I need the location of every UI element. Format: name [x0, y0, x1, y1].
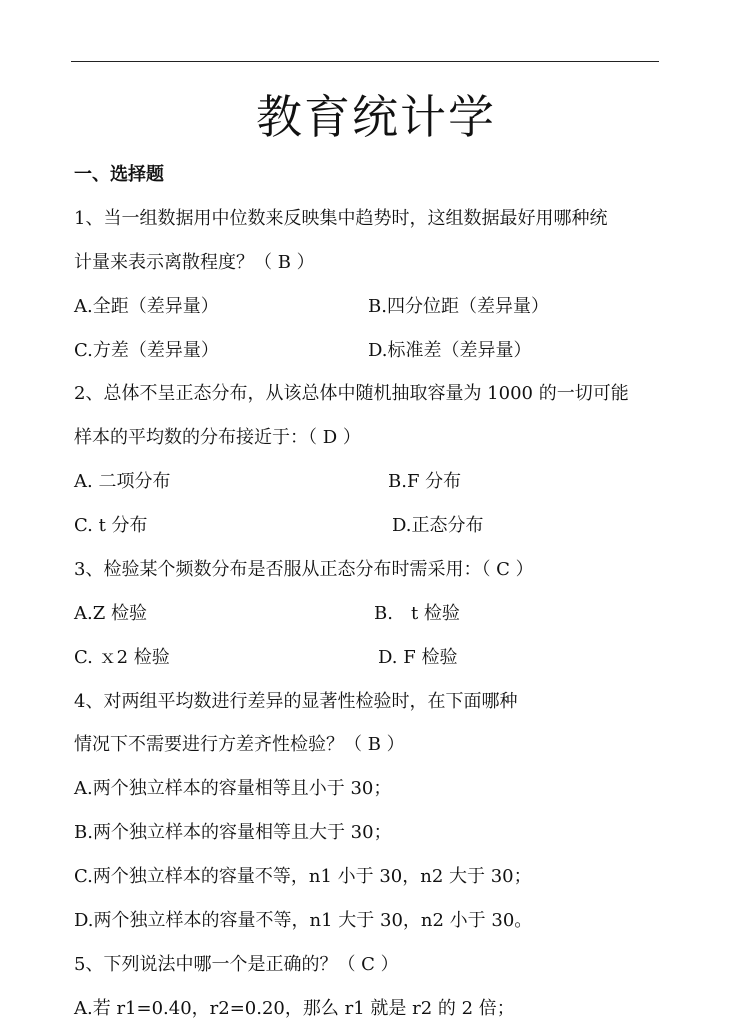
- question-1-option-b: B.四分位距（差异量）: [368, 296, 549, 317]
- question-1-option-d: D.标准差（差异量）: [368, 340, 532, 361]
- question-2-option-c: C. t 分布: [74, 515, 148, 536]
- question-2-option-a: A. 二项分布: [74, 471, 171, 492]
- section-heading: 一、选择题: [74, 164, 164, 185]
- question-4-line-2: 情况下不需要进行方差齐性检验？（ B ）: [74, 734, 405, 755]
- question-2-option-d: D.正态分布: [392, 515, 484, 536]
- question-3-option-c: C. ｘ2 检验: [74, 647, 170, 668]
- question-4-option-c: C.两个独立样本的容量不等，n1 小于 30，n2 大于 30；: [74, 866, 532, 887]
- question-4-option-a: A.两个独立样本的容量相等且小于 30；: [74, 778, 392, 799]
- question-4-option-d: D.两个独立样本的容量不等，n1 大于 30，n2 小于 30。: [74, 910, 533, 931]
- question-3-line-1: 3、检验某个频数分布是否服从正态分布时需采用：（ C ）: [74, 559, 534, 580]
- question-4-line-1: 4、对两组平均数进行差异的显著性检验时，在下面哪种: [74, 691, 518, 712]
- question-3-option-b: B. t 检验: [374, 603, 460, 624]
- question-2-line-1: 2、总体不呈正态分布，从该总体中随机抽取容量为 1000 的一切可能: [74, 383, 629, 404]
- question-5-option-a: A.若 r1=0.40，r2=0.20，那么 r1 就是 r2 的 2 倍；: [74, 998, 515, 1019]
- question-4-option-b: B.两个独立样本的容量相等且大于 30；: [74, 822, 392, 843]
- question-3-option-d: D. F 检验: [378, 647, 458, 668]
- question-5-line-1: 5、下列说法中哪一个是正确的？（ C ）: [74, 954, 399, 975]
- question-2-option-b: B.F 分布: [388, 471, 462, 492]
- page-title: 教育统计学: [256, 90, 496, 144]
- question-1-option-a: A.全距（差异量）: [74, 296, 219, 317]
- question-1-line-2: 计量来表示离散程度？（ B ）: [74, 252, 315, 273]
- question-1-line-1: 1、当一组数据用中位数来反映集中趋势时，这组数据最好用哪种统: [74, 208, 608, 229]
- question-1-option-c: C.方差（差异量）: [74, 340, 219, 361]
- header-rule: [71, 61, 659, 62]
- question-2-line-2: 样本的平均数的分布接近于：（ D ）: [74, 427, 361, 448]
- question-3-option-a: A.Z 检验: [74, 603, 147, 624]
